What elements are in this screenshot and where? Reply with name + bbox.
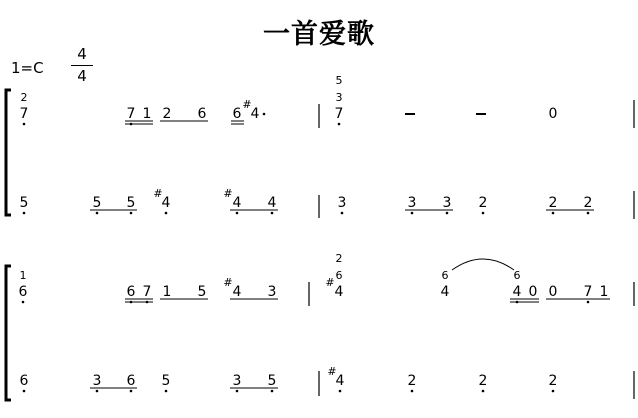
note-glyph: 3 <box>267 284 277 300</box>
octave-dot <box>236 212 239 215</box>
tie-arc <box>452 259 514 270</box>
note-glyph: 7 <box>583 284 593 300</box>
note-glyph: 0 <box>548 106 558 122</box>
song-title: 一首爱歌 <box>263 19 375 50</box>
system-bracket <box>6 90 11 215</box>
note-glyph: 1 <box>162 284 172 300</box>
note-glyph: 2 <box>478 195 488 211</box>
octave-dot <box>271 212 274 215</box>
note-glyph: 2 <box>162 106 172 122</box>
note-glyph: 2 <box>407 373 417 389</box>
octave-dot <box>96 212 99 215</box>
note-glyph: 7 <box>334 106 344 122</box>
note-glyph: 7 <box>126 106 136 122</box>
octave-dot <box>482 212 485 215</box>
octave-dot <box>411 390 414 393</box>
octave-dot <box>165 212 168 215</box>
note-glyph: 2 <box>335 252 343 265</box>
octave-dot <box>411 212 414 215</box>
octave-dot <box>23 390 26 393</box>
note-glyph: 6 <box>441 269 449 282</box>
note-glyph: 2 <box>548 195 558 211</box>
sharp-sign: # <box>223 276 233 289</box>
sharp-sign: # <box>327 365 337 378</box>
note-glyph: 3 <box>407 195 417 211</box>
octave-dot <box>587 301 590 304</box>
note-glyph: 6 <box>513 269 521 282</box>
note-glyph: 3 <box>232 373 242 389</box>
note-glyph: 5 <box>126 195 136 211</box>
note-glyph: 4 <box>250 106 260 122</box>
note-glyph: 6 <box>126 284 136 300</box>
note-glyph: 2 <box>20 91 28 104</box>
note-glyph: 4 <box>232 284 242 300</box>
octave-dot <box>552 390 555 393</box>
note-glyph: 7 <box>142 284 152 300</box>
octave-dot <box>236 390 239 393</box>
note-glyph: 1 <box>599 284 609 300</box>
octave-dot <box>130 390 133 393</box>
note-glyph: 6 <box>232 106 242 122</box>
note-glyph: 5 <box>335 74 343 87</box>
time-signature-denominator: 4 <box>77 67 87 85</box>
octave-dot <box>446 212 449 215</box>
octave-dot <box>22 301 25 304</box>
note-glyph: 5 <box>19 195 29 211</box>
note-glyph: 6 <box>335 269 343 282</box>
octave-dot <box>587 212 590 215</box>
octave-dot <box>23 212 26 215</box>
time-signature-numerator: 4 <box>77 45 87 63</box>
sharp-sign: # <box>223 187 233 200</box>
note-glyph: 5 <box>197 284 207 300</box>
note-glyph: 1 <box>142 106 152 122</box>
note-glyph: 3 <box>337 195 347 211</box>
note-glyph: 3 <box>335 91 343 104</box>
note-glyph: 2 <box>548 373 558 389</box>
sharp-sign: # <box>153 187 163 200</box>
sharp-sign: # <box>325 276 335 289</box>
note-glyph: 0 <box>548 284 558 300</box>
note-glyph: 6 <box>126 373 136 389</box>
note-glyph: 5 <box>161 373 171 389</box>
octave-dot <box>341 212 344 215</box>
note-glyph: 1 <box>19 269 27 282</box>
note-glyph: 0 <box>528 284 538 300</box>
note-glyph: 3 <box>442 195 452 211</box>
octave-dot <box>96 390 99 393</box>
note-glyph: 4 <box>232 195 242 211</box>
note-glyph: 5 <box>92 195 102 211</box>
note-glyph: 6 <box>19 373 29 389</box>
octave-dot <box>23 123 26 126</box>
note-glyph: 4 <box>161 195 171 211</box>
octave-dot <box>482 390 485 393</box>
note-glyph: 4 <box>335 373 345 389</box>
octave-dot <box>338 123 341 126</box>
key-signature: 1=C <box>11 59 44 77</box>
octave-dot <box>130 212 133 215</box>
system-bracket <box>6 266 11 400</box>
octave-dot <box>271 390 274 393</box>
note-glyph: 4 <box>440 284 450 300</box>
note-glyph: 6 <box>197 106 207 122</box>
note-glyph: 2 <box>478 373 488 389</box>
note-glyph: 4 <box>267 195 277 211</box>
note-glyph: 4 <box>512 284 522 300</box>
note-glyph: 5 <box>267 373 277 389</box>
augmentation-dot <box>263 113 266 116</box>
octave-dot <box>339 390 342 393</box>
note-glyph: 6 <box>18 284 28 300</box>
octave-dot <box>165 390 168 393</box>
note-glyph: 4 <box>334 284 344 300</box>
note-glyph: 2 <box>583 195 593 211</box>
note-glyph: 7 <box>19 106 29 122</box>
octave-dot <box>552 212 555 215</box>
sharp-sign: # <box>242 98 252 111</box>
note-glyph: 3 <box>92 373 102 389</box>
